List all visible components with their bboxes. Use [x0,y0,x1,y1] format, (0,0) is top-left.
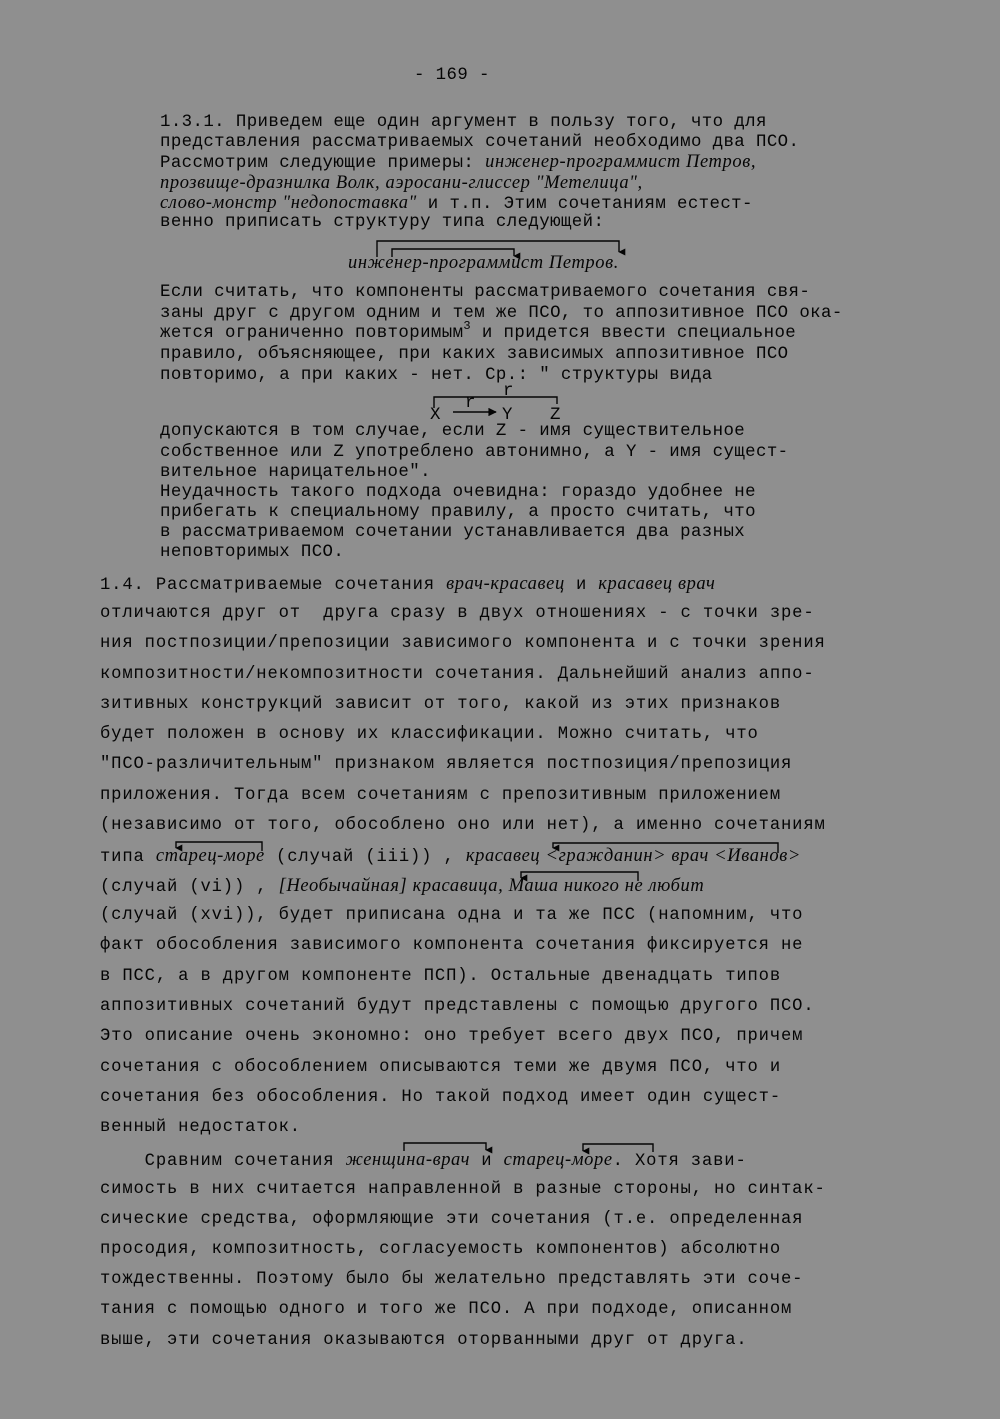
text-span: и [470,1152,504,1171]
text-line: в ПСС, а в другом компоненте ПСП). Остальные двенадцать типов [100,967,782,986]
text-span: типа [100,848,156,867]
example-italic: красавец врач [598,574,716,594]
text-span: Сравним сочетания [100,1152,346,1171]
example-italic: [Необычайная] красавица, Маша никого не любит [278,876,705,896]
text-line: сочетания с обособлением описываются теми же двумя ПСО, что и [100,1058,782,1077]
text-line [160,319,797,344]
text-span: . Хотя зави- [612,1152,747,1171]
text-line: "ПСО-различительным" признаком является постпозиция/препозиция [100,755,793,774]
text-span: (случай (vi)) , [100,878,279,897]
diagram-node-y: Y [502,406,513,425]
text-line: (случай (xvi)), будет приписана одна и та же ПСС (напомним, что [100,906,804,925]
footnote-marker: 3 [463,319,472,333]
text-line [160,193,753,215]
text-line: в рассматриваемом сочетании устанавливается два разных [160,523,746,542]
text-span: и т.п. Этим сочетаниям естест- [416,195,753,214]
diagram-label-r-top: r [503,382,514,401]
text-line: выше, эти сочетания оказываются оторванными друг от друга. [100,1331,748,1350]
text-line: композитности/некомпозитности сочетания. Дальнейший анализ аппо- [100,665,815,684]
text-span: Рассмотрим следующие примеры: [160,154,486,173]
text-line: будет положен в основу их классификации. Можно считать, что [100,725,759,744]
text-line: просодия, композитность, согласуемость компонентов) абсолютно [100,1240,782,1259]
text-line [100,1150,747,1172]
text-line: заны друг с другом одним и тем же ПСО, то аппозитивное ПСО ока- [160,304,843,323]
example-italic: инженер-программист Петров, [485,152,757,172]
text-line: сические средства, оформляющие эти сочетания (т.е. определенная [100,1210,804,1229]
text-line: неповторимых ПСО. [160,543,345,562]
text-span: (случай (iii)) , [264,848,466,867]
text-line: Неудачность такого подхода очевидна: гораздо удобнее не [160,483,756,502]
text-line [100,574,715,596]
text-line: правило, объясняющее, при каких зависимых аппозитивное ПСО [160,345,789,364]
text-line: симость в них считается направленной в разные стороны, но синтак- [100,1180,826,1199]
text-line: венно приписать структуру типа следующей: [160,213,605,232]
text-line: тождественны. Поэтому было бы желательно представлять эти соче- [100,1270,804,1289]
example-structure: инженер-программист Петров. [348,253,619,273]
text-line [100,876,704,898]
text-line: (независимо от того, обособлено оно или нет), а именно сочетаниям [100,816,826,835]
text-line: ния постпозиции/препозиции зависимого компонента и с точки зрения [100,634,826,653]
text-line: вительное нарицательное". [160,463,431,482]
text-line [160,152,756,174]
text-line: Если считать, что компоненты рассматриваемого сочетания свя- [160,283,811,302]
example-italic: врач-красавец [446,574,565,594]
page-number: - 169 - [414,66,490,85]
text-span: и придется ввести специальное [471,324,797,343]
text-span: 1.4. Рассматриваемые сочетания [100,576,447,595]
diagram-node-x: X [430,406,441,425]
example-italic: старец-море [155,846,265,866]
example-italic: женщина-врач [345,1150,471,1170]
text-line: венный недостаток. [100,1118,301,1137]
text-line: отличаются друг от друга сразу в двух отношениях - с точки зре- [100,604,815,623]
text-line [160,173,643,195]
text-line: прибегать к специальному правилу, а просто считать, что [160,503,756,522]
example-italic: красавец <гражданин> врач <Иванов> [465,846,801,866]
text-line: собственное или Z употреблено автонимно, а Y - имя сущест- [160,443,789,462]
arc-x-z [434,397,557,408]
text-line: приложения. Тогда всем сочетаниям с препозитивным приложением [100,786,782,805]
text-line: тания с помощью одного и того же ПСО. А при подходе, описанном [100,1300,793,1319]
text-line: повторимо, а при каких - нет. Ср.: " структуры вида [160,366,713,385]
text-span: и [564,576,599,595]
text-line: допускаются в том случае, если Z - имя существительное [160,422,746,441]
text-line: 1.3.1. Приведем еще один аргумент в пользу того, что для [160,113,767,132]
text-line: зитивных конструкций зависит от того, какой из этих признаков [100,695,782,714]
text-line [100,846,801,868]
diagram-node-z: Z [550,406,561,425]
example-italic: слово-монстр "недопоставка" [160,193,417,213]
text-line: сочетания без обособления. Но такой подход имеет один сущест- [100,1088,782,1107]
example-italic: прозвище-дразнилка Волк, аэросани-глиссер "Метелица", [160,173,643,193]
text-span: жется ограниченно повторимым [160,324,464,343]
text-line: аппозитивных сочетаний будут представлены с помощью другого ПСО. [100,997,815,1016]
example-italic: старец-море [503,1150,613,1170]
text-line: факт обособления зависимого компонента сочетания фиксируется не [100,936,804,955]
text-line: Это описание очень экономно: оно требует всего двух ПСО, причем [100,1027,804,1046]
diagram-label-r: r [465,394,476,413]
text-line: представления рассматриваемых сочетаний необходимо два ПСО. [160,133,800,152]
